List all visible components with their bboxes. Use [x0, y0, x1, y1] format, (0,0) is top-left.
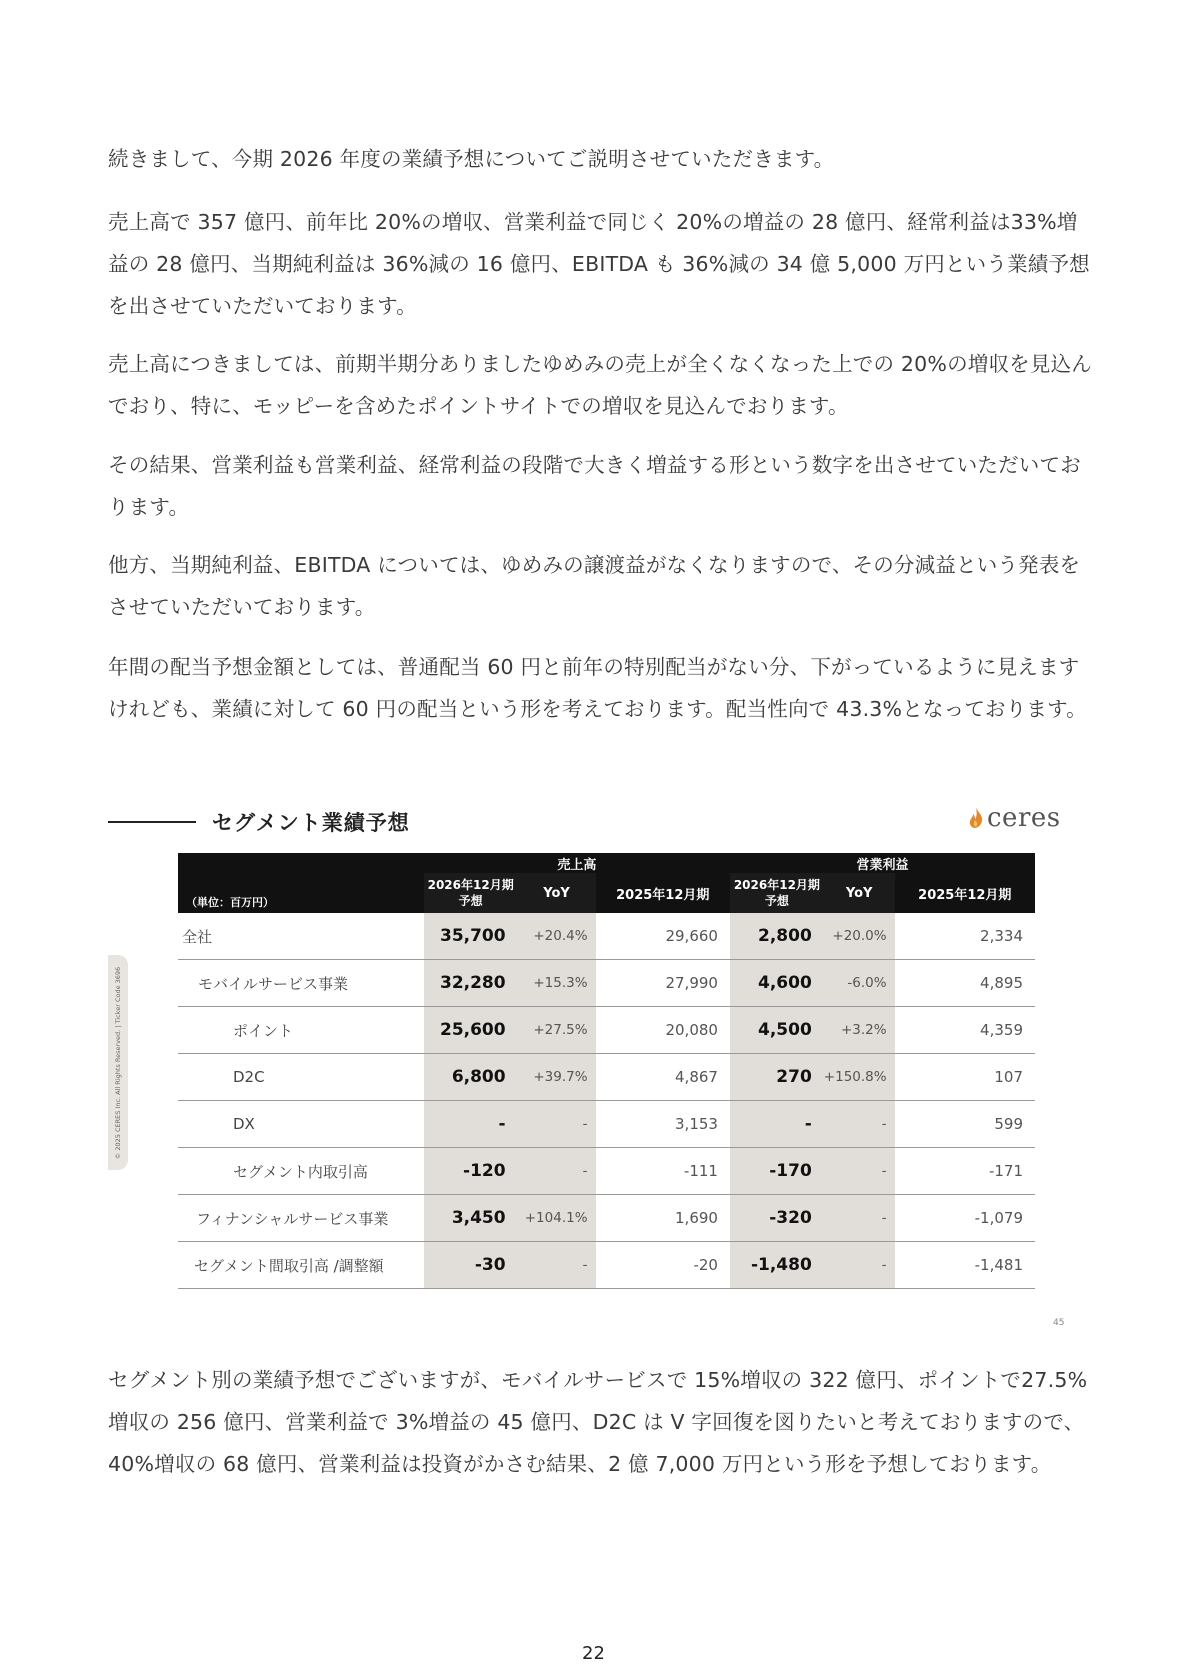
sales-yoy: +15.3%: [518, 960, 596, 1007]
row-label: フィナンシャルサービス事業: [178, 1195, 424, 1242]
slide-number: 45: [1053, 1318, 1065, 1328]
op-yoy: -: [824, 1148, 895, 1195]
sales-prev: 27,990: [596, 960, 730, 1007]
row-label: D2C: [178, 1054, 424, 1101]
sales-forecast: -30: [424, 1242, 518, 1289]
op-prev: 107: [895, 1054, 1035, 1101]
sales-forecast: 25,600: [424, 1007, 518, 1054]
paragraph: 年間の配当予想金額としては、普通配当 60 円と前年の特別配当がない分、下がっているように見えますけれども、業績に対して 60 円の配当という形を考えております。配当性向で 43.3%となっております。: [108, 655, 1087, 721]
table-row: [178, 1007, 1035, 1054]
op-forecast: -1,480: [730, 1242, 824, 1289]
sales-prev-header: 2025年12月期: [596, 873, 730, 913]
title-rule: [108, 821, 196, 823]
sales-yoy: +104.1%: [518, 1195, 596, 1242]
copyright-tab: [108, 955, 128, 1170]
op-prev: 2,334: [895, 913, 1035, 960]
op-yoy: -: [824, 1242, 895, 1289]
sales-prev: -111: [596, 1148, 730, 1195]
sales-forecast: 35,700: [424, 913, 518, 960]
intro-text: [108, 138, 1093, 180]
table-row: [178, 1195, 1035, 1242]
table-row: [178, 913, 1035, 960]
op-profit-group-header: 営業利益: [730, 853, 1035, 873]
sales-prev: 4,867: [596, 1054, 730, 1101]
table-row: [178, 960, 1035, 1007]
op-prev: -1,079: [895, 1195, 1035, 1242]
sales-yoy: -: [518, 1242, 596, 1289]
op-forecast-header: 2026年12月期 予想: [730, 873, 824, 913]
paragraph: セグメント別の業績予想でございますが、モバイルサービスで 15%増収の 322 億円、ポイントで27.5%増収の 256 億円、営業利益で 3%増益の 45 億円、D2C は V 字回復を図りたいと考えておりますので、40%増収の 68 億円、営業利益は投資がかさむ結果、2 億 7,000 万円という形を予想しております。: [108, 1368, 1088, 1476]
sales-forecast: -: [424, 1101, 518, 1148]
paragraph: 売上高につきましては、前期半期分ありましたゆめみの売上が全くなくなった上での 20%の増収を見込んでおり、特に、モッピーを含めたポイントサイトでの増収を見込んでおります。: [108, 352, 1092, 418]
sales-yoy: +39.7%: [518, 1054, 596, 1101]
op-forecast: -: [730, 1101, 824, 1148]
sales-forecast-header: 2026年12月期 予想: [424, 873, 518, 913]
slide-title: [108, 807, 410, 837]
row-label: ポイント: [178, 1007, 424, 1054]
row-label: セグメント間取引高 /調整額: [178, 1242, 424, 1289]
sales-prev: 20,080: [596, 1007, 730, 1054]
sales-prev: 1,690: [596, 1195, 730, 1242]
op-prev: 599: [895, 1101, 1035, 1148]
op-forecast: 4,500: [730, 1007, 824, 1054]
op-yoy: -: [824, 1195, 895, 1242]
paragraph: 他方、当期純利益、EBITDA については、ゆめみの譲渡益がなくなりますので、その分減益という発表をさせていただいております。: [108, 553, 1081, 619]
table-row: [178, 1242, 1035, 1289]
op-yoy: -6.0%: [824, 960, 895, 1007]
result-text: [108, 444, 1093, 528]
forecast-summary-text: [108, 201, 1093, 327]
row-label: DX: [178, 1101, 424, 1148]
sales-yoy: -: [518, 1148, 596, 1195]
unit-label: （単位：百万円）: [178, 853, 424, 913]
op-prev: 4,359: [895, 1007, 1035, 1054]
op-forecast: 2,800: [730, 913, 824, 960]
table-row: [178, 1101, 1035, 1148]
sales-prev: 29,660: [596, 913, 730, 960]
sales-explanation-text: [108, 343, 1093, 427]
sales-yoy: +27.5%: [518, 1007, 596, 1054]
copyright-text: © 2025 CERES Inc. All Rights Reserved. | Ticker Code 3696: [114, 966, 122, 1159]
row-label: 全社: [178, 913, 424, 960]
paragraph: 続きまして、今期 2026 年度の業績予想についてご説明させていただきます。: [108, 147, 835, 171]
op-prev-header: 2025年12月期: [895, 873, 1035, 913]
op-yoy: +3.2%: [824, 1007, 895, 1054]
op-forecast: -170: [730, 1148, 824, 1195]
row-label: セグメント内取引高: [178, 1148, 424, 1195]
sales-yoy: +20.4%: [518, 913, 596, 960]
op-yoy: +20.0%: [824, 913, 895, 960]
sales-forecast: 6,800: [424, 1054, 518, 1101]
sales-yoy: -: [518, 1101, 596, 1148]
sales-prev: 3,153: [596, 1101, 730, 1148]
table-row: [178, 1148, 1035, 1195]
ceres-logo: [967, 803, 1061, 833]
slide-title-text: セグメント業績予想: [212, 811, 410, 835]
op-prev: 4,895: [895, 960, 1035, 1007]
sales-forecast: 3,450: [424, 1195, 518, 1242]
segment-forecast-table: [178, 853, 1035, 1289]
row-label: モバイルサービス事業: [178, 960, 424, 1007]
op-yoy-header: YoY: [824, 873, 895, 913]
segment-explanation-text: [108, 1359, 1093, 1485]
op-prev: -171: [895, 1148, 1035, 1195]
net-income-text: [108, 544, 1093, 628]
page-number: 22: [582, 1643, 605, 1664]
op-forecast: 4,600: [730, 960, 824, 1007]
table-row: [178, 1054, 1035, 1101]
logo-wordmark: ceres: [987, 803, 1061, 833]
sales-forecast: 32,280: [424, 960, 518, 1007]
op-forecast: 270: [730, 1054, 824, 1101]
op-prev: -1,481: [895, 1242, 1035, 1289]
flame-icon: [967, 807, 985, 829]
op-yoy: -: [824, 1101, 895, 1148]
sales-yoy-header: YoY: [518, 873, 596, 913]
sales-forecast: -120: [424, 1148, 518, 1195]
sales-prev: -20: [596, 1242, 730, 1289]
dividend-text: [108, 646, 1093, 730]
sales-group-header: 売上高: [424, 853, 730, 873]
paragraph: 売上高で 357 億円、前年比 20%の増収、営業利益で同じく 20%の増益の 28 億円、経常利益は33%増益の 28 億円、当期純利益は 36%減の 16 億円、EBITDA も 36%減の 34 億 5,000 万円という業績予想を出させていただいております。: [108, 210, 1090, 318]
paragraph: その結果、営業利益も営業利益、経常利益の段階で大きく増益する形という数字を出させていただいております。: [108, 453, 1081, 519]
op-yoy: +150.8%: [824, 1054, 895, 1101]
op-forecast: -320: [730, 1195, 824, 1242]
